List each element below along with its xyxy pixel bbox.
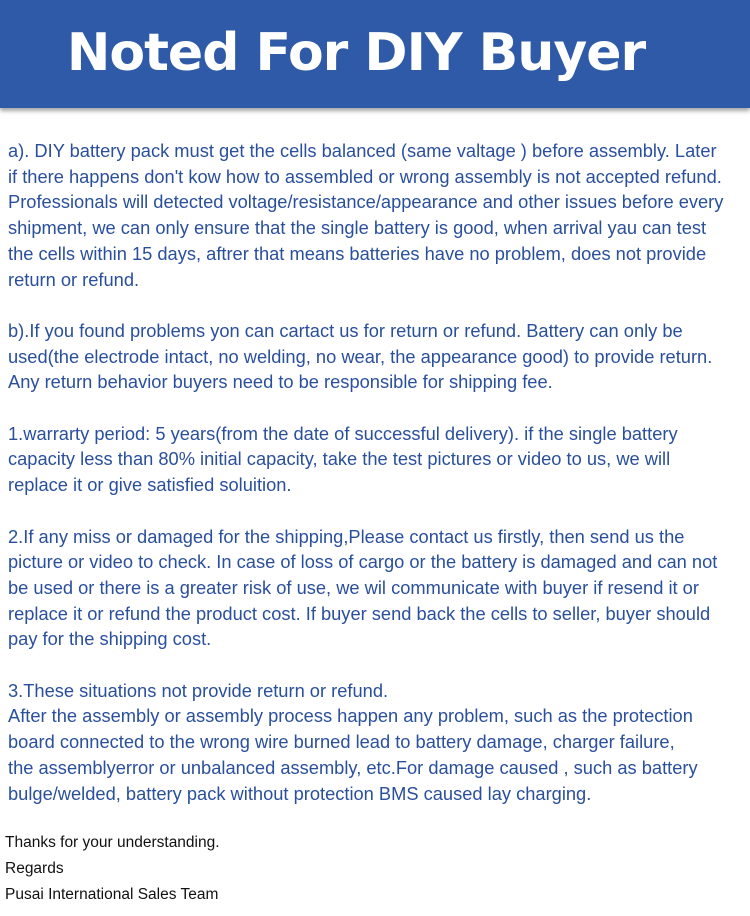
notice-body [8, 138, 748, 806]
closing-signature [5, 830, 505, 908]
notice-paragraph-a: a). DIY battery pack must get the cells balanced (same valtage ) before assembly. Later if there happens don't kow how to assembled or wrong assembly is not accepted refund. Professionals will detected voltage/resistance/appearance and other issues before every shipment, we can only ensure that the single battery is good, when arrival yau can test the cells within 15 days, aftrer that means batteries have no problem, does not provide return or refund. [8, 140, 724, 290]
closing-thanks: Thanks for your understanding. [5, 834, 220, 851]
closing-regards: Regards [5, 860, 64, 877]
notice-paragraph-shipping-damage: 2.If any miss or damaged for the shipping,Please contact us firstly, then send us the picture or video to check. In case of loss of cargo or the battery is damaged and can not be used or there is a greater risk of use, we wil communicate with buyer if resend it or replace it or refund the product cost. If buyer send back the cells to seller, buyer should pay for the shipping cost. [8, 525, 718, 650]
notice-paragraph-warranty: 1.warrarty period: 5 years(from the date of successful delivery). if the single battery capacity less than 80% initial capacity, take the test pictures or video to us, we will replace it or give satisfied soluition. [8, 422, 678, 496]
header-banner [0, 0, 750, 108]
closing-team: Pusai International Sales Team [5, 886, 219, 903]
page-title: Noted For DIY Buyer [66, 23, 646, 83]
notice-paragraph-b: b).If you found problems yon can cartact us for return or refund. Battery can only be used(the electrode intact, no welding, no wear, the appearance good) to provide return. Any return behavior buyers need to be responsible for shipping fee. [8, 319, 713, 393]
notice-paragraph-no-return: 3.These situations not provide return or refund. After the assembly or assembly process happen any problem, such as the protection board connected to the wrong wire burned lead to battery damage, charger failure, the assemblyerror or unbalanced assembly, etc.For damage caused , such as battery bulge/welded, battery pack without protection BMS caused lay charging. [8, 679, 698, 804]
